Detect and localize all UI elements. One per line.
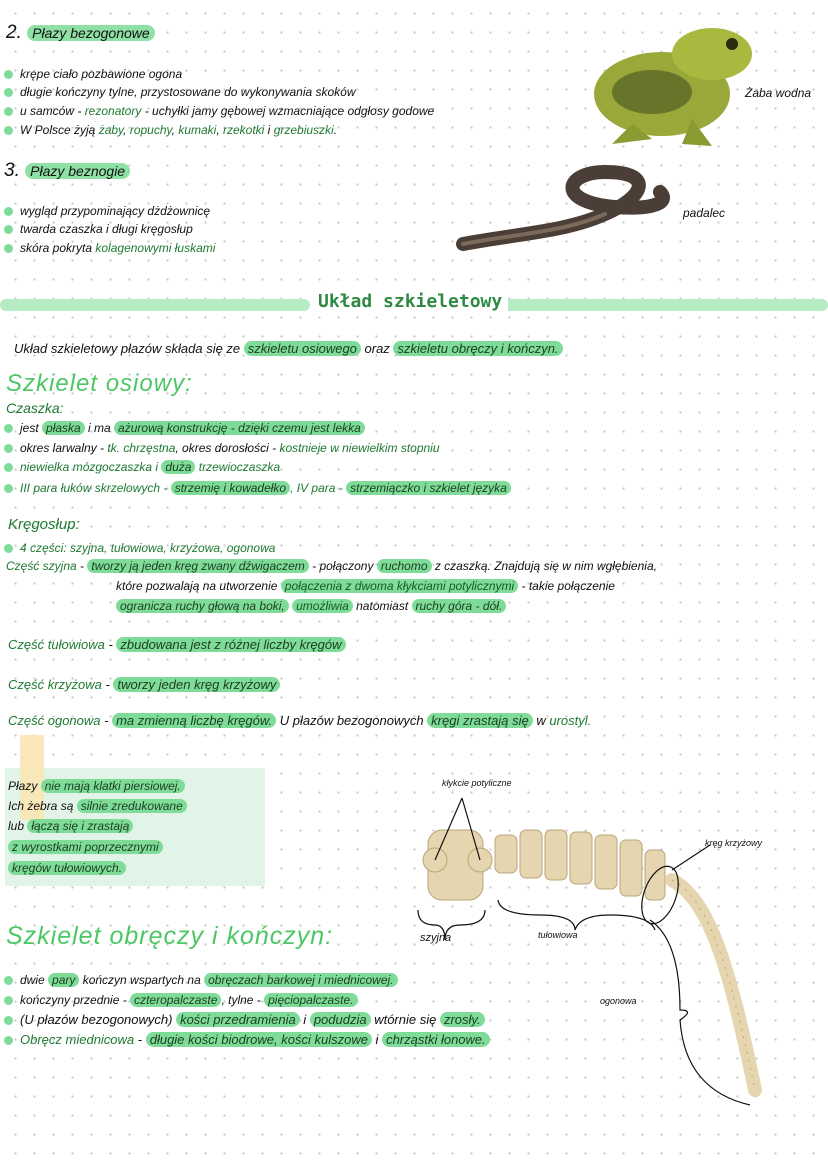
highlighted-text: kości przedramienia [176,1012,300,1027]
bullet-dot-icon [4,544,13,553]
text: U płazów bezogonowych [276,713,428,728]
note-line [8,778,185,794]
highlighted-text: duża [161,460,195,474]
text: wygląd przypominający dżdżownicę [20,204,211,218]
green-text: rezonatory [84,104,142,118]
highlighted-text: strzemię i kowadełko [171,481,290,495]
section-title-text: Płazy bezogonowe [27,25,155,41]
bullet-line [4,1032,490,1048]
bullet-line [4,221,193,237]
slow-worm-image [455,162,695,254]
highlighted-text: szkieletu osiowego [244,341,361,356]
text: krępe ciało pozbawione ogona [20,67,183,81]
text: - uchyłki jamy gębowej wzmacniające odgłosy godowe [141,104,435,118]
bullet-dot-icon [4,88,13,97]
highlighted-text: zbudowana jest z różnej liczby kręgów [116,637,345,652]
highlighted-text: podudzia [310,1012,371,1027]
highlighted-text: strzemiączko i szkielet języka [346,481,511,495]
sacral-line [8,677,280,693]
highlighted-text: długie kości biodrowe, kości kulszowe [146,1032,372,1047]
highlighted-text: ruchomo [377,559,432,573]
bullet-dot-icon [4,976,13,985]
text: twarda czaszka i długi kręgosłup [20,222,193,236]
bullet-dot-icon [4,463,13,472]
bullet-line [4,66,182,82]
text: - [101,677,114,692]
bullet-dot-icon [4,424,13,433]
highlighted-text: czteropalczaste [130,993,221,1007]
highlighted-text: obręczach barkowej i miednicowej. [204,973,397,987]
text: wtórnie się [370,1012,440,1027]
highlighted-text: tworzy ją jeden kręg zwany dźwigaczem [87,559,308,573]
text: - [104,637,117,652]
green-text: grzebiuszki [273,123,334,137]
thoracic-label: tułowiowa [538,930,578,940]
green-text: , IV para - [290,481,347,495]
text: - [134,1032,146,1047]
text: skóra pokryta [20,241,96,255]
green-text: kolagenowymi łuskami [95,241,216,255]
text: , tylne - [221,993,265,1007]
section-number: 3. [4,160,20,181]
bullet-dot-icon [4,444,13,453]
text: które pozwalają na utworzenie [116,579,281,593]
bullet-line [4,992,358,1008]
text: kończyny przednie - [20,993,131,1007]
text: , [123,123,130,137]
highlighted-text: zrosły. [440,1012,485,1027]
section-number: 2. [6,22,22,43]
highlighted-text: umożliwia [292,599,353,613]
bullet-dot-icon [4,207,13,216]
highlighted-text: ruchy góra - dół. [412,599,507,613]
text: Układ szkieletowy płazów składa się ze [14,341,244,356]
caudal-line [8,713,591,729]
bullet-line [4,203,210,219]
highlighted-text: nie mają klatki piersiowej. [41,779,185,793]
text: Płazy [8,779,41,793]
banner-bar-left [0,299,310,311]
highlighted-text: pięciopalczaste. [264,993,357,1007]
text: u samców - [20,104,85,118]
slow-worm-label: padalec [683,206,726,220]
bullet-line [4,972,398,988]
note-line [8,860,126,876]
bullet-dot-icon [4,107,13,116]
bullet-dot-icon [4,996,13,1005]
text: i [299,1012,310,1027]
text: Ich żebra są [8,799,77,813]
green-text: żaby [98,123,124,137]
section-banner [0,291,828,314]
highlighted-text: chrząstki łonowe. [382,1032,490,1047]
highlighted-text: pary [48,973,79,987]
bullet-line [4,420,365,436]
highlighted-text: łączą się i zrastają [27,819,133,833]
text: długie kończyny tylne, przystosowane do wykonywania skoków [20,85,356,99]
cervical-line [116,578,615,594]
bullet-dot-icon [4,244,13,253]
bullet-dot-icon [4,1036,13,1045]
bullet-line [4,122,337,138]
text: w [532,713,550,728]
text: , okres dorosłości - [175,441,280,455]
highlighted-text: ma zmienną liczbę kręgów. [112,713,276,728]
spine-subtitle: Kręgosłup: [8,516,80,533]
green-text: 4 części: szyjna, tułowiowa, krzyżowa, ogonowa [20,541,276,555]
note-line [8,798,187,814]
green-text: rzekotki [223,123,265,137]
text: okres larwalny - [20,441,108,455]
green-text: niewielka [20,460,70,474]
bullet-dot-icon [4,484,13,493]
banner-bar-right [492,299,828,311]
green-text: Część szyjna [6,559,77,573]
highlighted-text: płaska [42,421,85,435]
text: jest [20,421,43,435]
text: lub [8,819,28,833]
text: (U płazów bezogonowych) [20,1012,177,1027]
highlighted-text: ażurową konstrukcję - dzięki czemu jest lekka [114,421,365,435]
bullet-dot-icon [4,126,13,135]
section-title-legless [4,160,130,182]
cervical-line [6,558,657,574]
text: z czaszką. Znajdują się w nim wgłębienia, [431,559,657,573]
green-text: kumaki [178,123,217,137]
sacral-vertebra-label: kręg krzyżowy [705,838,763,848]
green-text: Część tułowiowa [8,637,105,652]
green-text: Obręcz miednicowa [20,1032,135,1047]
banner-title: Układ szkieletowy [312,291,508,312]
bullet-line [4,540,275,556]
green-text: mózgoczaszka i [69,460,162,474]
highlighted-text: ogranicza ruchy głową na boki, [116,599,289,613]
bullet-dot-icon [4,225,13,234]
text: , [171,123,179,137]
highlighted-text: kręgów tułowiowych. [8,861,126,875]
text: dwie [20,973,49,987]
bullet-line [4,480,511,496]
text: - połączony [308,559,377,573]
thoracic-line [8,637,346,653]
frog-label: Żaba wodna [745,86,812,100]
bullet-line [4,1012,485,1028]
bullet-line [4,440,440,456]
intro-line [14,341,563,357]
caudal-label: ogonowa [600,996,637,1006]
text: - [100,713,113,728]
text: . [333,123,338,137]
bullet-dot-icon [4,70,13,79]
highlighted-text: silnie zredukowane [77,799,187,813]
text: - takie połączenie [518,579,615,593]
text: i [371,1032,383,1047]
frog-image [592,14,762,152]
green-text: urostyl. [549,713,592,728]
text: i [264,123,274,137]
highlighted-text: połączenia z dwoma kłykciami potylicznymi [281,579,518,593]
section-title-text: Płazy beznogie [25,163,130,179]
bullet-line [4,103,434,119]
cervical-line [116,598,506,614]
highlighted-text: z wyrostkami poprzecznymi [8,840,163,854]
text: natomiast [352,599,412,613]
highlighted-text: kręgi zrastają się [427,713,533,728]
bullet-line [4,84,356,100]
condyles-label: kłykcie potyliczne [442,778,512,788]
highlighted-text: szkieletu obręczy i kończyn. [393,341,562,356]
bullet-line [4,459,280,475]
green-text: III para łuków skrzelowych - [20,481,171,495]
limbs-skeleton-title: Szkielet obręczy i kończyn: [6,922,334,950]
text: kończyn wspartych na [79,973,205,987]
highlighted-text: tworzy jeden kręg krzyżowy [113,677,280,692]
note-line [8,839,163,855]
skull-subtitle: Czaszka: [6,400,64,416]
section-title-frogs [6,22,155,44]
bullet-line [4,240,215,256]
text: oraz [360,341,394,356]
text: , [216,123,223,137]
green-text: tk. chrzęstna [107,441,176,455]
note-line [8,818,133,834]
green-text: kostnieje w niewielkim stopniu [279,441,440,455]
text: W Polsce żyją [20,123,99,137]
green-text: trzewioczaszka [195,460,281,474]
bullet-dot-icon [4,1016,13,1025]
green-text: Część krzyżowa [8,677,102,692]
axial-skeleton-title: Szkielet osiowy: [6,370,193,397]
text: - [76,559,88,573]
green-text: ropuchy [129,123,172,137]
text: i ma [84,421,115,435]
green-text: Część ogonowa [8,713,101,728]
cervical-label: szyjna [420,932,452,944]
